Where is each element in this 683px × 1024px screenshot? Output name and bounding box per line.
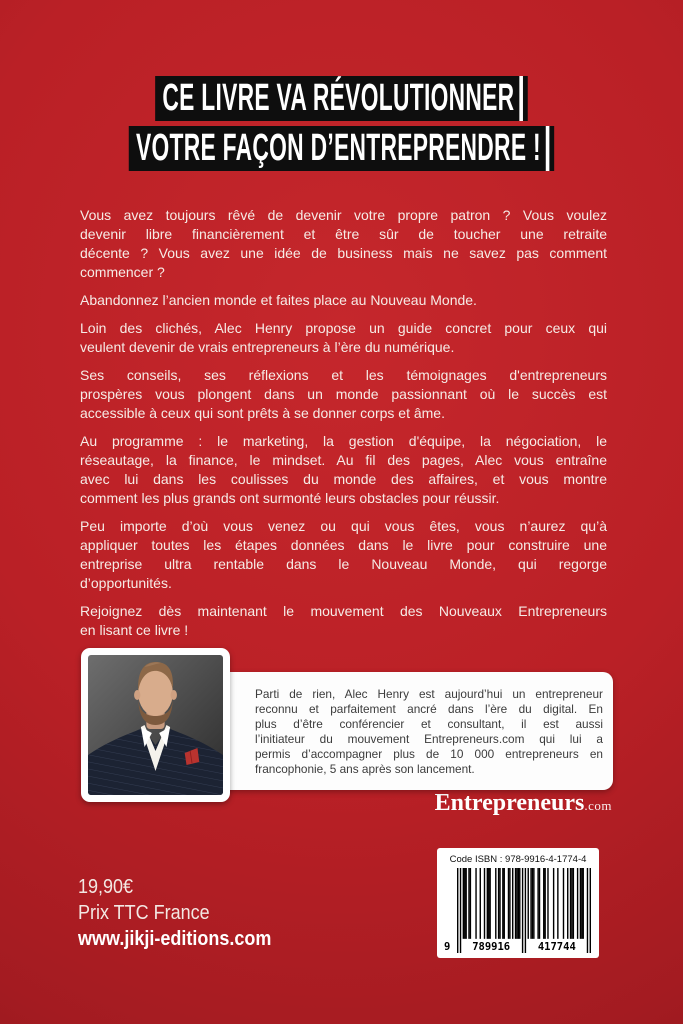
text-line: Parti de rien, Alec Henry est aujourd’hui un entrepreneur	[255, 687, 603, 701]
text-line: Ses conseils, ses réflexions et les témoignages d'entrepreneurs	[80, 367, 607, 383]
price-block	[78, 874, 271, 952]
text-line: commencer ?	[80, 264, 165, 280]
entrepreneurs-logo	[435, 789, 612, 820]
text-line: l’initiateur du mouvement Entrepreneurs.com qui lui a	[255, 732, 603, 746]
text-line: plus d’être conférencier et consultant, il est aussi	[255, 717, 603, 731]
author-bio	[219, 672, 613, 790]
paragraph	[80, 366, 607, 423]
back-cover-description	[80, 206, 607, 649]
author-photo	[81, 648, 230, 802]
text-line: permis d’accompagner plus de 10 000 entrepreneurs en	[255, 747, 603, 761]
text-line: Rejoignez dès maintenant le mouvement des Nouveaux Entrepreneurs	[80, 603, 607, 619]
text-line: devenir libre financièrement et être sûr de toucher une retraite	[80, 226, 607, 242]
price: 19,90€	[78, 876, 134, 898]
text-line: Vous avez toujours rêvé de devenir votre propre patron ? Vous voulez	[80, 207, 607, 223]
isbn-label: Code ISBN : 978-9916-4-1774-4	[449, 854, 587, 865]
logo-brand: Entrepreneurs	[434, 790, 585, 816]
title-banners	[0, 76, 683, 171]
text-line: prospères vous plongent dans un monde passionnant où le succès est	[80, 386, 607, 402]
publisher-website: www.jikji-editions.com	[78, 928, 272, 950]
paragraph	[80, 432, 607, 508]
text-line: Peu importe d’où vous venez ou qui vous êtes, vous n’aurez qu’à	[80, 518, 607, 534]
barcode-digit-group: 9	[444, 941, 451, 953]
barcode-digit-group: 789916	[462, 941, 520, 954]
barcode-bars	[444, 868, 591, 953]
price-label: Prix TTC France	[78, 902, 210, 924]
text-line: en lisant ce livre !	[80, 622, 189, 638]
text-line: accessible à ceux qui sont prêts à se donner corps et âme.	[80, 405, 445, 421]
paragraph	[80, 517, 607, 593]
barcode	[437, 848, 599, 958]
text-line: Loin des clichés, Alec Henry propose un guide concret pour ceux qui	[80, 320, 607, 336]
text-line: entreprise ultra rentable dans le Nouveau Monde, qui regorge	[80, 556, 607, 572]
title-line-1	[155, 76, 527, 121]
text-line: avec lui dans les coulisses du monde des affaires, et vous montre	[80, 471, 607, 487]
paragraph	[80, 602, 607, 640]
barcode-digit-group: 417744	[528, 941, 586, 954]
title-line-1-text: CE LIVRE VA RÉVOLUTIONNER	[162, 77, 515, 119]
paragraph	[80, 319, 607, 357]
text-line: appliquer toutes les étapes données dans le livre pour construire une	[80, 537, 607, 553]
text-line: décente ? Vous avez une idée de business mais ne savez pas comment	[80, 245, 607, 261]
paragraph	[80, 206, 607, 282]
text-line: francophonie, 5 ans après son lancement.	[255, 762, 475, 776]
author-portrait-illustration	[88, 655, 223, 795]
text-line: réseautage, la finance, le mindset. Au fil des pages, Alec vous entraîne	[80, 452, 607, 468]
text-line: reconnu et parfaitement ancré dans l’ère du digital. En	[255, 702, 603, 716]
text-line: comment les plus grands ont surmonté leurs obstacles pour réussir.	[80, 490, 500, 506]
title-line-2-text: VOTRE FAÇON D’ENTREPRENDRE !	[136, 127, 541, 169]
logo-tld: .com	[584, 798, 612, 813]
text-line: d’opportunités.	[80, 575, 172, 591]
text-line: Au programme : le marketing, la gestion d'équipe, la négociation, le	[80, 433, 607, 449]
text-line: Abandonnez l’ancien monde et faites place au Nouveau Monde.	[80, 292, 477, 308]
title-line-2	[129, 126, 554, 171]
text-line: veulent devenir de vrais entrepreneurs à l’ère du numérique.	[80, 339, 455, 355]
paragraph	[80, 291, 607, 310]
